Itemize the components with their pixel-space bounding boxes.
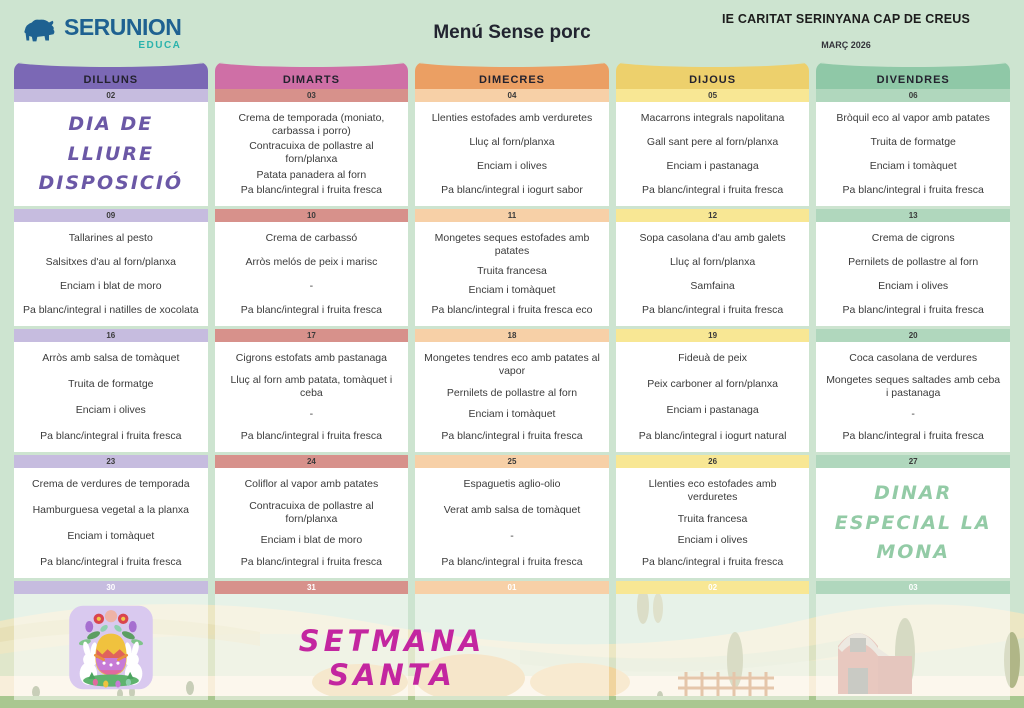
day-label: DIMECRES [478,74,546,86]
special-day-text: DINAR ESPECIAL LA MONA [834,482,992,564]
day-column-dilluns [14,62,208,700]
menu-item: Lluç al forn/planxa [469,135,555,148]
date-bar: 10 [215,209,409,222]
school-header [686,12,1006,50]
menu-item: Pa blanc/integral i fruita fresca [240,183,383,196]
date-bar: 31 [215,581,409,594]
day-header [816,62,1010,89]
date-bar: 25 [415,455,609,468]
menu-item: Pa blanc/integral i natilles de xocolata [22,303,199,316]
menu-cell [816,342,1010,452]
day-column-dimecres [415,62,609,700]
menu-cell [415,102,609,206]
menu-item: Pa blanc/integral i iogurt sabor [441,183,583,196]
menu-item: Contracuixa de pollastre al forn/planxa [249,140,374,166]
menu-item: Crema de temporada (moniato, carbassa i porro) [238,112,385,138]
menu-cell [415,468,609,578]
menu-cell [14,468,208,578]
menu-item: Enciam i blat de moro [60,279,162,292]
day-column-dijous [616,62,810,700]
day-header [14,62,208,89]
date-bar: 02 [14,89,208,102]
date-bar: 04 [415,89,609,102]
day-label: DIVENDRES [876,74,950,86]
menu-cell [215,102,409,206]
date-bar: 06 [816,89,1010,102]
menu-item: Pa blanc/integral i fruita fresca [240,429,383,442]
menu-item: Enciam i tomàquet [468,408,556,421]
menu-item: Pa blanc/integral i fruita fresca [40,555,182,568]
menu-item: Coca casolana de verdures [849,352,978,364]
day-header [215,62,409,89]
menu-item: Pa blanc/integral i fruita fresca [641,183,784,196]
menu-item: Pernilets de pollastre al forn [446,386,578,399]
menu-cell [816,102,1010,206]
menu-cell [215,342,409,452]
menu-cell [616,222,810,326]
menu-item: - [309,408,314,421]
menu-item: Pa blanc/integral i fruita fresca [441,555,583,568]
menu-item: - [911,408,915,421]
day-header [415,62,609,89]
menu-cell [14,594,208,700]
menu-item: Llenties estofades amb verduretes [431,112,593,124]
date-bar: 20 [816,329,1010,342]
menu-item: Enciam i tomàquet [67,529,155,542]
day-label: DILLUNS [83,74,139,86]
menu-cell [215,468,409,578]
day-header [616,62,810,89]
menu-item: Crema de verdures de temporada [32,478,190,490]
menu-item: Patata panadera al forn [256,168,367,181]
menu-cell [14,102,208,206]
menu-cell [816,222,1010,326]
date-bar: 26 [616,455,810,468]
menu-item: Sopa casolana d'au amb galets [639,232,786,244]
page-header [0,0,1024,62]
menu-cell [215,222,409,326]
menu-item: Truita de formatge [68,377,154,390]
menu-item: Pa blanc/integral i fruita fresca [40,429,182,442]
date-bar: 09 [14,209,208,222]
menu-item: Espaguetis aglio-olio [463,478,561,490]
menu-item: - [510,529,514,542]
menu-item: Peix carboner al forn/planxa [647,377,778,390]
menu-cell [816,594,1010,700]
menu-item: Pa blanc/integral i fruita fresca [842,183,984,196]
menu-item: Crema de carbassó [265,232,358,244]
special-day-text: DIA DE LLIURE DISPOSICIÓ [38,113,184,195]
menu-item: - [309,279,314,292]
menu-item: Pa blanc/integral i fruita fresca [441,429,583,442]
day-column-dimarts [215,62,409,700]
menu-item: Samfaina [690,279,735,292]
menu-item: Arròs amb salsa de tomàquet [42,352,180,364]
menu-cell [616,102,810,206]
menu-item: Mongetes tendres eco amb patates al vapor [424,352,600,378]
date-bar: 12 [616,209,810,222]
date-bar: 13 [816,209,1010,222]
menu-item: Llenties eco estofades amb verduretes [648,478,777,504]
date-bar: 17 [215,329,409,342]
menu-item: Hamburguesa vegetal a la planxa [32,503,190,516]
date-bar: 24 [215,455,409,468]
menu-item: Gall sant pere al forn/planxa [646,135,779,148]
month-label: MARÇ 2026 [821,40,871,50]
menu-item: Enciam i tomàquet [869,159,957,172]
menu-item: Crema de cigrons [871,232,955,244]
menu-cell [616,468,810,578]
menu-item: Lluç al forn amb patata, tomàquet i ceba [230,373,393,399]
page-title: Menú Sense porc [433,22,591,43]
menu-cell [415,342,609,452]
menu-item: Tallarines al pesto [68,232,153,244]
menu-cell [14,342,208,452]
date-bar: 03 [215,89,409,102]
menu-item: Enciam i pastanaga [666,403,759,416]
menu-item: Pa blanc/integral i fruita fresca [240,555,383,568]
day-column-divendres [816,62,1010,700]
menu-item: Bròquil eco al vapor amb patates [836,112,990,124]
menu-item: Enciam i olives [75,403,146,416]
menu-item: Pa blanc/integral i iogurt natural [638,429,787,442]
menu-item: Verat amb salsa de tomàquet [443,503,581,516]
date-bar: 02 [616,581,810,594]
day-label: DIMARTS [282,74,340,86]
menu-item: Truita de formatge [870,135,956,148]
menu-item: Pa blanc/integral i fruita fresca [641,555,784,568]
menu-item: Pernilets de pollastre al forn [848,255,979,268]
menu-item: Macarrons integrals napolitana [640,112,785,124]
menu-item: Pa blanc/integral i fruita fresca [240,303,383,316]
menu-item: Enciam i olives [677,534,748,547]
menu-item: Enciam i tomàquet [468,284,556,297]
menu-item: Coliflor al vapor amb patates [244,478,379,490]
menu-item: Pa blanc/integral i fruita fresca [641,303,784,316]
date-bar: 18 [415,329,609,342]
date-bar: 27 [816,455,1010,468]
menu-item: Salsitxes d'au al forn/planxa [45,255,176,268]
menu-item: Lluç al forn/planxa [669,255,756,268]
date-bar: 01 [415,581,609,594]
menu-item: Mongetes seques estofades amb patates [434,232,590,258]
school-name: IE CARITAT SERINYANA CAP DE CREUS [721,12,971,26]
date-bar: 23 [14,455,208,468]
menu-cell [14,222,208,326]
menu-item: Enciam i blat de moro [260,534,363,547]
menu-grid [14,62,1010,700]
date-bar: 30 [14,581,208,594]
menu-item: Truita francesa [677,512,748,525]
date-bar: 11 [415,209,609,222]
date-bar: 16 [14,329,208,342]
brand-name: SERUNION [64,14,182,40]
menu-cell [616,342,810,452]
date-bar: 05 [616,89,810,102]
menu-item: Pa blanc/integral i fruita fresca eco [431,303,593,316]
date-bar: 19 [616,329,810,342]
menu-item: Enciam i pastanaga [666,159,759,172]
menu-item: Pa blanc/integral i fruita fresca [842,303,984,316]
date-bar: 03 [816,581,1010,594]
menu-item: Mongetes seques saltades amb ceba i pastanaga [826,373,1001,399]
menu-cell [616,594,810,700]
menu-item: Arròs melós de peix i marisc [245,255,378,268]
menu-item: Contracuixa de pollastre al forn/planxa [249,499,374,525]
menu-item: Fideuà de peix [678,352,748,364]
menu-item: Cigrons estofats amb pastanaga [235,352,387,364]
setmana-santa-banner: SETMANA SANTA [298,624,486,692]
menu-item: Enciam i olives [878,279,949,292]
menu-item: Enciam i olives [476,159,547,172]
day-label: DIJOUS [689,74,737,86]
menu-item: Truita francesa [477,264,547,277]
easter-bunnies-illustration [63,604,159,691]
menu-cell [816,468,1010,578]
menu-cell [415,222,609,326]
brand-subname: EDUCA [138,40,182,51]
menu-item: Pa blanc/integral i fruita fresca [842,429,984,442]
